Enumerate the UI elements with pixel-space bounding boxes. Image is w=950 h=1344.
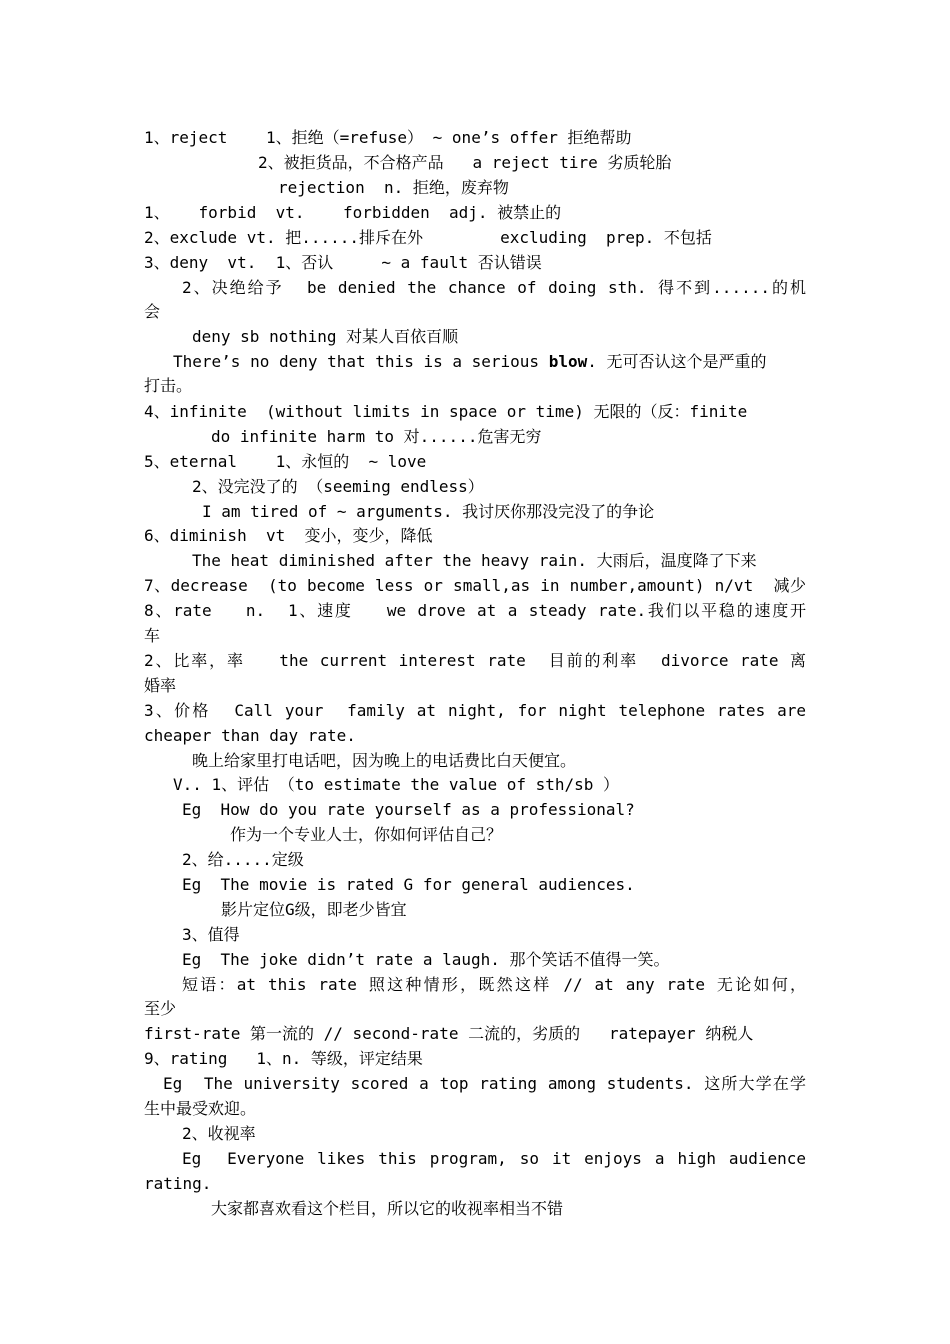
entry-rate-verb-sense-2: 2、给.....定级 <box>182 850 304 869</box>
entry-diminish-example: The heat diminished after the heavy rain. 大雨后，温度降了下来 <box>192 551 757 570</box>
entry-eternal: 5、eternal 1、永恒的 ~ love <box>144 452 427 471</box>
entry-rating-sense-2-translation: 大家都喜欢看这个栏目，所以它的收视率相当不错 <box>211 1199 564 1218</box>
entry-exclude: 2、exclude vt. 把......排斥在外 excluding prep. 不包括 <box>144 228 712 247</box>
entry-rate-phrases: 短语：at this rate 照这种情形，既然这样 // at any rate 无论如何， <box>182 975 806 994</box>
entry-rate-sense-3-cont: cheaper than day rate. <box>144 726 356 745</box>
entry-rating-example-cont: 生中最受欢迎。 <box>144 1099 257 1118</box>
example-translation: . 无可否认这个是严重的 <box>587 352 767 371</box>
entry-rate: 8、rate n. 1、速度 we drove at a steady rate.我们以平稳的速度开 <box>144 601 806 620</box>
entry-rate-verb-sense-3-example: Eg The joke didn’t rate a laugh. 那个笑话不值得一笑。 <box>182 950 670 969</box>
entry-rate-cont: 车 <box>144 626 161 645</box>
entry-rejection: rejection n. 拒绝，废弃物 <box>278 178 509 197</box>
entry-deny: 3、deny vt. 1、否认 ~ a fault 否认错误 <box>144 253 542 272</box>
entry-rate-sense-3: 3、价格 Call your family at night, for night telephone rates are <box>144 701 806 720</box>
entry-deny-sense-2-cont: 会 <box>144 302 161 321</box>
entry-infinite: 4、infinite (without limits in space or time) 无限的（反：finite <box>144 402 748 421</box>
entry-rate-verb-example: Eg How do you rate yourself as a professional? <box>182 800 635 819</box>
entry-deny-phrase: deny sb nothing 对某人百依百顺 <box>192 327 459 346</box>
entry-rating-example: Eg The university scored a top rating among students. 这所大学在学 <box>163 1074 806 1093</box>
entry-reject-sense-2: 2、被拒货品，不合格产品 a reject tire 劣质轮胎 <box>258 153 672 172</box>
entry-forbid: 1、 forbid vt. forbidden adj. 被禁止的 <box>144 203 562 222</box>
entry-reject: 1、reject 1、拒绝（=refuse） ~ one’s offer 拒绝帮助 <box>144 128 632 147</box>
entry-deny-example <box>173 350 767 374</box>
entry-infinite-phrase: do infinite harm to 对......危害无穷 <box>211 427 542 446</box>
entry-decrease: 7、decrease (to become less or small,as in number,amount) n/vt 减少 <box>144 576 806 595</box>
entry-rate-verb-translation: 作为一个专业人士，你如何评估自己？ <box>230 825 503 844</box>
entry-rate-sense-2-cont: 婚率 <box>144 676 177 695</box>
entry-eternal-example: I am tired of ~ arguments. 我讨厌你那没完没了的争论 <box>202 502 655 521</box>
example-text: There’s no deny that this is a serious <box>173 352 549 371</box>
entry-rate-phrases-cont: 至少 <box>144 999 177 1018</box>
entry-rate-verb-sense-3: 3、值得 <box>182 925 240 944</box>
entry-rating-sense-2: 2、收视率 <box>182 1124 256 1143</box>
entry-rating-sense-2-example-cont: rating. <box>144 1174 212 1193</box>
entry-rate-compounds: first-rate 第一流的 // second-rate 二流的，劣质的 ratepayer 纳税人 <box>144 1024 754 1043</box>
entry-eternal-sense-2: 2、没完没了的 （seeming endless） <box>192 477 484 496</box>
entry-deny-example-cont: 打击。 <box>144 376 193 395</box>
entry-deny-sense-2: 2、决绝给予 be denied the chance of doing sth. 得不到......的机 <box>182 278 806 297</box>
entry-diminish: 6、diminish vt 变小，变少，降低 <box>144 526 433 545</box>
entry-rate-sense-3-translation: 晚上给家里打电话吧，因为晚上的电话费比白天便宜。 <box>192 751 577 770</box>
entry-rate-verb-sense-2-example: Eg The movie is rated G for general audiences. <box>182 875 635 894</box>
entry-rate-verb: V.. 1、评估 （to estimate the value of sth/sb ） <box>173 775 620 794</box>
entry-rate-verb-sense-2-translation: 影片定位G级，即老少皆宜 <box>221 900 407 919</box>
entry-rating-sense-2-example: Eg Everyone likes this program, so it enjoys a high audience <box>182 1149 806 1168</box>
entry-rating: 9、rating 1、n. 等级，评定结果 <box>144 1049 423 1068</box>
entry-rate-sense-2: 2、比率，率 the current interest rate 目前的利率 divorce rate 离 <box>144 651 806 670</box>
bold-word: blow <box>548 352 588 371</box>
